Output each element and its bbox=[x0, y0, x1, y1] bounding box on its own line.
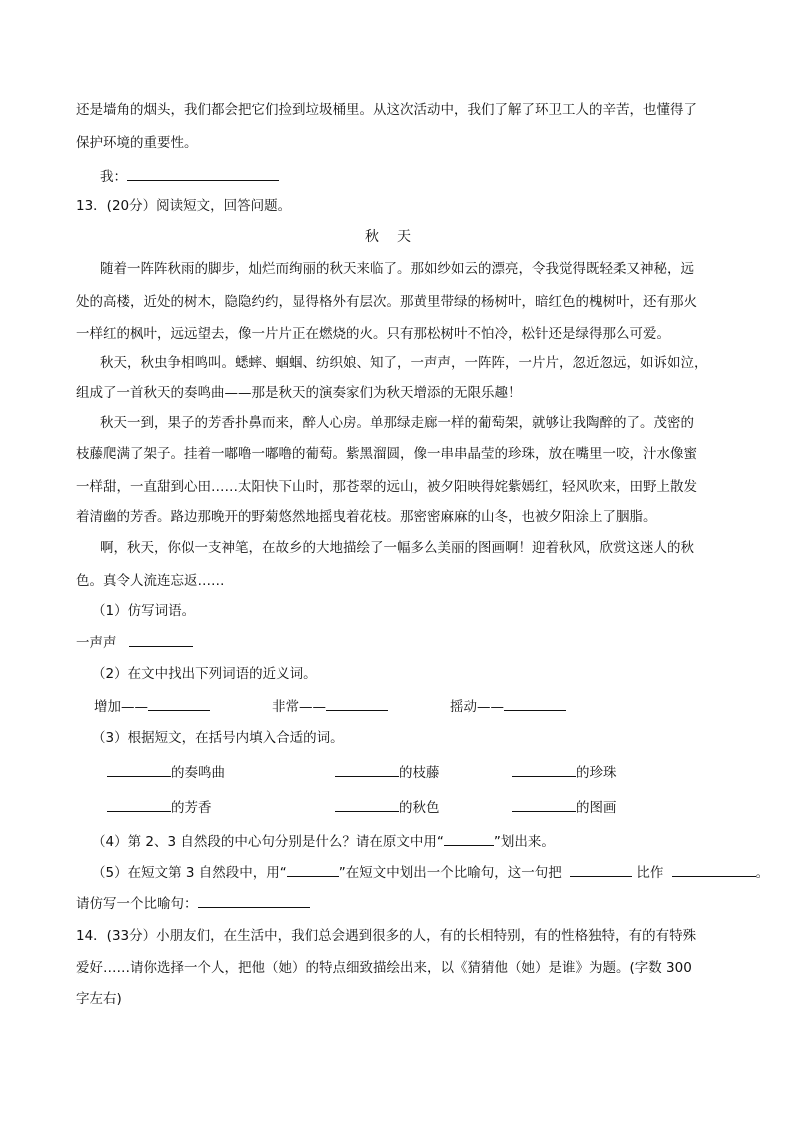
para4-line2: 色。真令人流连忘返…… bbox=[76, 573, 225, 589]
fill-blank-2[interactable] bbox=[335, 762, 399, 777]
sub5-line2 bbox=[76, 893, 310, 914]
prev-passage-line-1: 还是墙角的烟头，我们都会把它们捡到垃圾桶里。从这次活动中，我们了解了环卫工人的辛苦，也懂得了 bbox=[76, 102, 697, 118]
sub2-label: （2）在文中找出下列词语的近义词。 bbox=[92, 666, 317, 682]
me-label: 我： bbox=[100, 169, 127, 185]
sub5-text-compare: 比作 bbox=[636, 865, 664, 881]
synonym-blank-3[interactable] bbox=[504, 696, 566, 711]
para3-line4: 着清幽的芳香。路边那晚开的野菊悠然地摇曳着花枝。那密密麻麻的山冬，也被夕阳涂上了胭脂。 bbox=[76, 509, 657, 525]
para1-line1: 随着一阵阵秋雨的脚步，灿烂而绚丽的秋天来临了。那如纱如云的漂亮，令我觉得既轻柔又神秘，远 bbox=[100, 261, 694, 277]
sub5-blank-2[interactable] bbox=[672, 862, 756, 877]
fill-word-2: 的枝藤 bbox=[399, 765, 440, 781]
me-answer-line bbox=[100, 166, 279, 187]
para3-line2: 枝藤爬满了架子。挂着一嘟噜一嘟噜的葡萄。紫黑溜圆，像一串串晶莹的珍珠，放在嘴里一咬，汁水像蜜 bbox=[76, 446, 697, 462]
sub5-text-end: 。 bbox=[755, 865, 770, 881]
passage-title: 秋天 bbox=[365, 229, 429, 245]
para2-line1: 秋天，秋虫争相鸣叫。蟋蟀、蝈蝈、纺织娘、知了，一声声，一阵阵，一片片，忽近忽远，如诉如泣， bbox=[100, 355, 708, 371]
fill-item-6 bbox=[512, 797, 617, 818]
sub4-text-before: （4）第 2、3 自然段的中心句分别是什么？请在原文中用“ bbox=[92, 834, 444, 850]
para1-line2: 处的高楼，近处的树木，隐隐约约，显得格外有层次。那黄里带绿的杨树叶，暗红色的槐树叶，还有那火 bbox=[76, 294, 697, 310]
fill-blank-1[interactable] bbox=[107, 762, 171, 777]
fill-item-1 bbox=[107, 762, 225, 783]
me-answer-blank[interactable] bbox=[127, 166, 279, 181]
sub3-label: （3）根据短文，在括号内填入合适的词。 bbox=[92, 730, 344, 746]
para1-line3: 一样红的枫叶，远远望去，像一片片正在燃烧的火。只有那松树叶不怕冷，松针还是绿得那么可爱。 bbox=[76, 326, 670, 342]
fill-item-3 bbox=[512, 762, 617, 783]
fill-word-4: 的芳香 bbox=[171, 800, 212, 816]
prev-passage-line-2: 保护环境的重要性。 bbox=[76, 135, 198, 151]
sub5-text-mid: ”在短文中划出一个比喻句，这一句把 bbox=[338, 865, 562, 881]
sub5-imitate-label: 请仿写一个比喻句： bbox=[76, 896, 198, 912]
para2-line2: 组成了一首秋天的奏鸣曲——那是秋天的演奏家们为秋天增添的无限乐趣！ bbox=[76, 385, 522, 401]
sub5-text-before: （5）在短文第 3 自然段中，用“ bbox=[92, 865, 287, 881]
sub1-blank[interactable] bbox=[129, 632, 193, 647]
sub5-imitate-blank[interactable] bbox=[198, 893, 310, 908]
sub1-answer-line bbox=[76, 632, 193, 653]
synonym-item-3 bbox=[450, 696, 566, 717]
synonym-item-2 bbox=[272, 696, 388, 717]
q13-header: 13．(20分）阅读短文，回答问题。 bbox=[76, 198, 292, 214]
sub4-text-after: ”划出来。 bbox=[493, 834, 555, 850]
fill-blank-6[interactable] bbox=[512, 797, 576, 812]
fill-blank-3[interactable] bbox=[512, 762, 576, 777]
synonym-word-3: 摇动—— bbox=[450, 699, 504, 715]
sub5-underline-sample bbox=[287, 862, 339, 877]
fill-blank-5[interactable] bbox=[335, 797, 399, 812]
synonym-word-2: 非常—— bbox=[272, 699, 326, 715]
fill-item-4 bbox=[107, 797, 212, 818]
sub4-line bbox=[92, 831, 555, 852]
q14-line1: 14．(33分）小朋友们，在生活中，我们总会遇到很多的人，有的长相特别，有的性格独特，有的有特殊 bbox=[76, 928, 697, 944]
para4-line1: 啊，秋天，你似一支神笔，在故乡的大地描绘了一幅多么美丽的图画啊！迎着秋风，欣赏这迷人的秋 bbox=[100, 540, 694, 556]
sub5-blank-1[interactable] bbox=[570, 862, 632, 877]
fill-word-1: 的奏鸣曲 bbox=[171, 765, 225, 781]
fill-blank-4[interactable] bbox=[107, 797, 171, 812]
q14-line3: 字左右) bbox=[76, 991, 122, 1007]
fill-item-5 bbox=[335, 797, 440, 818]
synonym-blank-2[interactable] bbox=[326, 696, 388, 711]
para3-line3: 一样甜，一直甜到心田……太阳快下山时，那苍翠的远山，被夕阳映得姹紫嫣红，轻风吹来，田野上散发 bbox=[76, 479, 697, 495]
fill-item-2 bbox=[335, 762, 440, 783]
q14-line2: 爱好……请你选择一个人，把他（她）的特点细致描绘出来，以《猜猜他（她）是谁》为题。(字数 300 bbox=[76, 960, 692, 976]
synonym-item-1 bbox=[94, 696, 210, 717]
fill-word-3: 的珍珠 bbox=[576, 765, 617, 781]
synonym-blank-1[interactable] bbox=[148, 696, 210, 711]
sub5-line bbox=[92, 862, 769, 883]
sub1-label: （1）仿写词语。 bbox=[92, 603, 196, 619]
fill-word-5: 的秋色 bbox=[399, 800, 440, 816]
sub4-underline-sample bbox=[444, 831, 494, 846]
para3-line1: 秋天一到，果子的芳香扑鼻而来，醉人心房。单那绿走廊一样的葡萄架，就够让我陶醉的了。茂密的 bbox=[100, 415, 694, 431]
sub1-example: 一声声 bbox=[76, 635, 117, 651]
fill-word-6: 的图画 bbox=[576, 800, 617, 816]
synonym-word-1: 增加—— bbox=[94, 699, 148, 715]
